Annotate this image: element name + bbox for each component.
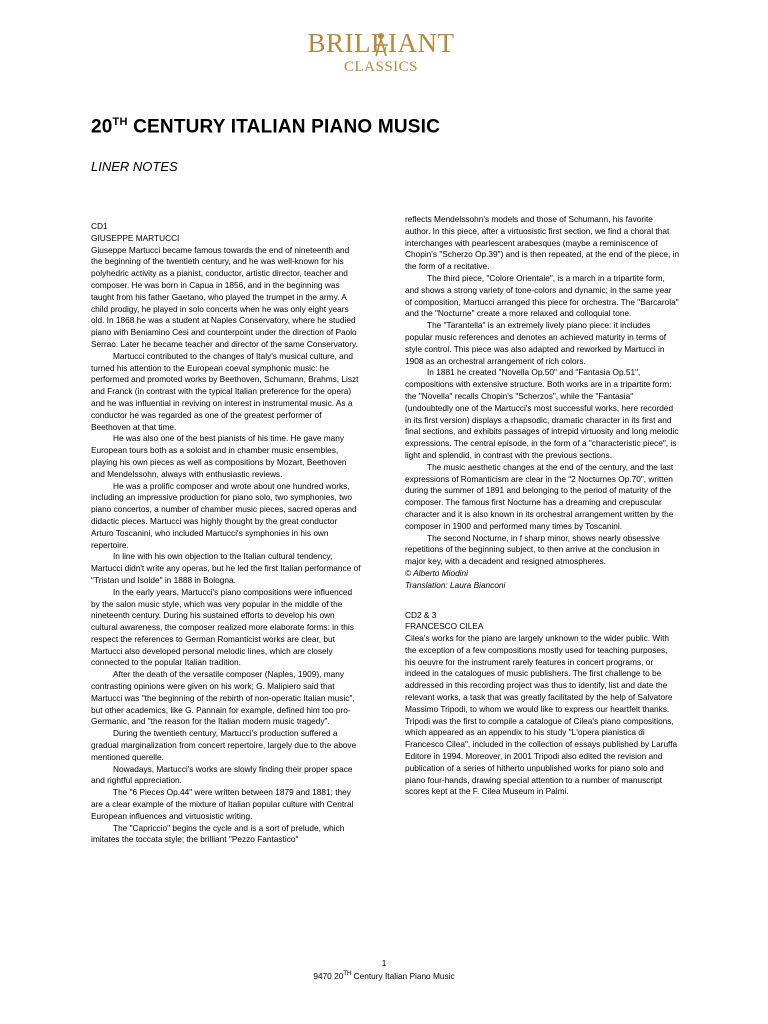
title-text: CENTURY ITALIAN PIANO MUSIC [127, 116, 441, 138]
logo-brilliant-text: BRILLIANT [307, 28, 455, 58]
footer-catalog-number: 9470 20 [313, 970, 344, 981]
section-heading: FRANCESCO CILEA [405, 621, 484, 632]
footer-catalog-superscript: TH [343, 971, 352, 977]
footer-catalog-line [0, 969, 768, 982]
paragraph: In 1881 he created "Novella Op.50" and "Fantasia Op.51", compositions with extensive structure. Both works are in a tripartite form: the "Novella" recalls Chopin's "Scherzos", while the "Fantasia" (undoubtedly one of the Martucci's most successful works, here recorded in its first version) displays a rhapsodic, dramatic character in its first and final sections, and exhibits passages of intrepid virtuosity and long melodic expressions. The central episode, in the form of a "characteristic piece", is light and splendid, in contrast with the previous sections. [405, 367, 679, 460]
title-number: 20 [91, 116, 113, 138]
paragraph: He was a prolific composer and wrote about one hundred works, including an impressive production for piano solo, two symphonies, two piano concertos, a number of chamber music pieces, sacred operas and didactic pieces. Martucci was highly thought by the great conductor Arturo Toscanini, who included Martucci's symphonies in his own repertoire. [91, 480, 357, 550]
footer-catalog-title: Century Italian Piano Music [351, 970, 455, 981]
paragraph: Cilea's works for the piano are largely unknown to the wider public. With the exception of a few compositions mostly used for teaching purposes, his oeuvre for the instrument rarely features in concert programs, or indeed in the catalogues of music publishers. The first challenge to be addressed in this recording project was thus to identify, list and date the relevant works, a task that was greatly facilitated by the help of Salvatore Massimo Tripodi, to whom we would like to express our heartfelt thanks. Tripodi was the first to compile a catalogue of Cilea's piano compositions, which appeared as an appendix to his study "L'opera pianistica di Francesco Cilea", included in the collection of essays published by Laruffa Editore in 1994. Moreover, in 2001 Tripodi also edited the revision and publication of a series of hitherto unpublished works for piano solo and piano four-hands, drawing special attention to a number of manuscript scores kept at the F. Cilea Museum in Palmi. [405, 633, 678, 797]
paragraph: After the death of the versatile composer (Naples, 1909), many contrasting opinions were given on his work; G. Malipiero said that Martucci was "the beginning of the rebirth of non-operatic Italian music", but other academics, like G. Pannain for example, defined him too pro-Germanic, and "the reason for the Italian modern music tragedy". [91, 669, 355, 727]
left-text-column [91, 221, 361, 846]
paragraph: The music aesthetic changes at the end of the century, and the last expressions of Romanticism are clear in the "2 Nocturnes Op.70", written during the summer of 1891 and belonging to the period of maturity of the composer. The famous first Nocturne has a dreaming and crepuscular character and it is also known in its orchestral arrangement written by the composer in 1900 and performed many times by Toscanini. [405, 461, 674, 531]
paragraph: Martucci contributed to the changes of Italy's musical culture, and turned his attention to the European coeval symphonic music: he performed and promoted works by Beethoven, Schumann, Brahms, Liszt and Franck (in contrast with the typical Italian preference for the opera) and he was influential in reviving on interest in instrumental music. As a conductor he was regarded as one of the greatest performer of Beethoven at that time. [91, 350, 359, 432]
paragraph: He was also one of the best pianists of his time. He gave many European tours both as a soloist and in chamber music ensembles, playing his own pieces as well as compositions by Mozart, Beethoven and Mendelssohn, always with enthusiastic reviews. [91, 433, 347, 479]
paragraph: The "Capriccio" begins the cycle and is a sort of prelude, which imitates the toccata style; the brilliant "Pezzo Fantastico" [91, 822, 345, 845]
document-title [91, 116, 440, 138]
document-subtitle: LINER NOTES [91, 159, 178, 174]
paragraph: The "Tarantella" is an extremely lively piano piece: it includes popular music references and denotes an achieved maturity in terms of style control. This piece was also adapted and reworked by Martucci in 1908 as an orchestral arrangement of rich colors. [405, 320, 667, 366]
paragraph: During the twentieth century, Martucci's production suffered a gradual marginalization from concert repertoire, largely due to the above mentioned querelle. [91, 728, 357, 762]
credit-line: © Alberto Miodini [405, 567, 468, 578]
paragraph: Giuseppe Martucci became famous towards the end of nineteenth and the beginning of the twentieth century, and he was well-known for his polyhedric activity as a pianist, conductor, artistic director, teacher and composer. He was born in Capua in 1856, and in the beginning was taught from his father Gaetano, who played the trumpet in the army. A child prodigy, he played in solo concerts when he was only eight years old. In 1868 he was a student at Naples Conservatory, where he studied piano with Beniamino Cesi and counterpoint under the direction of Paolo Serrao. Later he became teacher and director of the same Conservatory. [91, 244, 358, 349]
brilliant-classics-logo [306, 28, 456, 86]
paragraph: In the early years, Martucci's piano compositions were influenced by the salon music style, which was very popular in the middle of the nineteenth century. During his sustained efforts to develop his own cultural awareness, the composer realized more elaborate forms: in this respect the references to German Romanticist works are clear, but Martucci also developed personal melodic lines, which are closely connected to the popular Italian tradition. [91, 586, 354, 668]
credit-line: Translation: Laura Bianconi [405, 579, 506, 590]
page-number: 1 [381, 958, 387, 968]
section-spacer [405, 592, 680, 610]
section-heading: CD1 [91, 221, 108, 231]
logo-classics-text: CLASSICS [343, 59, 419, 75]
paragraph: The third piece, "Colore Orientale", is a march in a tripartite form, and shows a strong variety of tone-colors and dynamic; in the same year of composition, Martucci arranged this piece for orchestra. The "Barcarola" and the "Nocturne" create a more relaxed and colloquial tone. [405, 272, 679, 319]
paragraph: reflects Mendelssohn's models and those of Schumann, his favorite author. In this piece, after a virtuosistic first section, we find a choral that interchanges with pearlescent arabesques (maybe a reminiscence of Chopin's "Scherzo Op.39") and is then repeated, at the end of the piece, in the form of a recitative. [405, 214, 680, 272]
section-heading: CD2 & 3 [405, 609, 437, 620]
paragraph: In line with his own objection to the Italian cultural tendency, Martucci didn't write any operas, but he led the first Italian performance of "Tristan und Isolde" in 1888 in Bologna. [91, 551, 361, 585]
paragraph: The "6 Pieces Op.44" were written between 1879 and 1881; they are a clear example of the mixture of Italian popular culture with Central European influences and virtuosistic writing. [91, 787, 354, 821]
paragraph: Nowadays, Martucci's works are slowly finding their proper space and rightful appreciation. [91, 763, 353, 786]
right-text-column [405, 214, 680, 798]
section-heading: GIUSEPPE MARTUCCI [91, 232, 180, 243]
title-superscript: TH [112, 116, 128, 128]
paragraph: The second Nocturne, in f sharp minor, shows nearly obsessive repetitions of the beginning subject, to then arrive at the conclusion in major key, with a decadent and resigned atmospheres. [405, 532, 660, 567]
